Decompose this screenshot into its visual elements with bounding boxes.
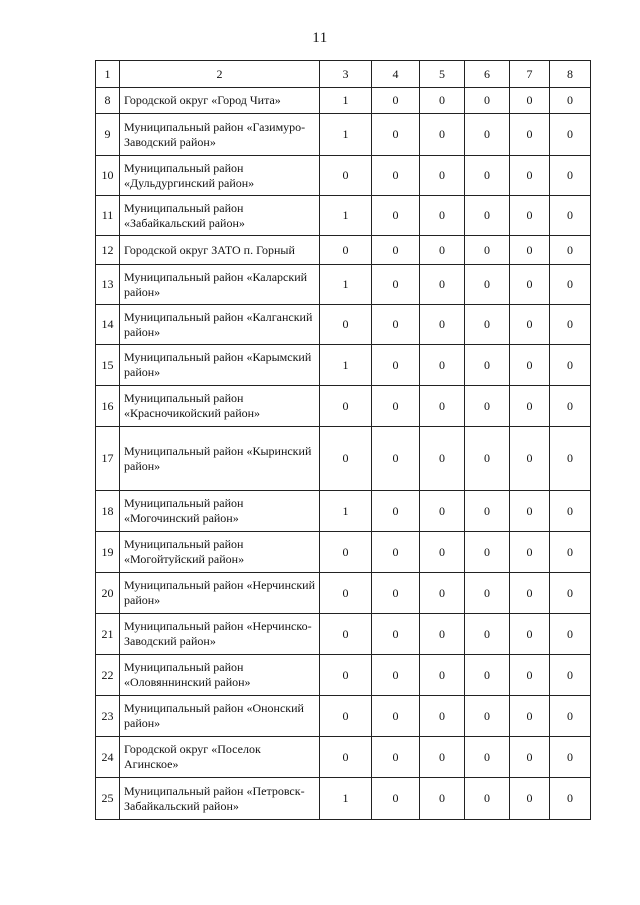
value-cell: 0 — [420, 614, 465, 655]
value-cell: 0 — [550, 156, 591, 196]
value-cell: 0 — [372, 655, 420, 696]
value-cell: 0 — [420, 696, 465, 737]
row-number: 8 — [96, 88, 120, 114]
value-cell: 0 — [372, 386, 420, 427]
value-cell: 0 — [420, 305, 465, 345]
value-cell: 0 — [550, 614, 591, 655]
table-row — [96, 345, 591, 386]
value-cell: 0 — [465, 696, 510, 737]
value-cell: 0 — [372, 614, 420, 655]
row-number: 13 — [96, 265, 120, 305]
value-cell: 0 — [550, 573, 591, 614]
value-cell: 0 — [550, 491, 591, 532]
value-cell: 0 — [550, 427, 591, 491]
row-number: 9 — [96, 114, 120, 156]
value-cell: 0 — [372, 573, 420, 614]
value-cell: 0 — [510, 88, 550, 114]
value-cell: 0 — [372, 532, 420, 573]
column-header: 5 — [420, 61, 465, 88]
value-cell: 0 — [420, 737, 465, 778]
row-number: 19 — [96, 532, 120, 573]
row-number: 25 — [96, 778, 120, 820]
municipality-name: Муниципальный район «Могочинский район» — [120, 491, 320, 532]
row-number: 17 — [96, 427, 120, 491]
column-header: 4 — [372, 61, 420, 88]
value-cell: 0 — [550, 532, 591, 573]
value-cell: 0 — [465, 427, 510, 491]
value-cell: 0 — [510, 236, 550, 265]
value-cell: 0 — [372, 345, 420, 386]
value-cell: 0 — [510, 614, 550, 655]
municipality-name: Муниципальный район «Дульдургинский район» — [120, 156, 320, 196]
value-cell: 0 — [550, 88, 591, 114]
value-cell: 0 — [465, 778, 510, 820]
data-table — [95, 60, 591, 820]
column-header: 8 — [550, 61, 591, 88]
municipality-name: Муниципальный район «Нерчинский район» — [120, 573, 320, 614]
value-cell: 0 — [420, 778, 465, 820]
value-cell: 0 — [372, 427, 420, 491]
value-cell: 1 — [320, 196, 372, 236]
value-cell: 0 — [465, 265, 510, 305]
table-row — [96, 532, 591, 573]
value-cell: 0 — [550, 196, 591, 236]
table-row — [96, 236, 591, 265]
value-cell: 1 — [320, 778, 372, 820]
row-number: 18 — [96, 491, 120, 532]
value-cell: 0 — [510, 778, 550, 820]
value-cell: 0 — [320, 532, 372, 573]
value-cell: 0 — [510, 696, 550, 737]
row-number: 21 — [96, 614, 120, 655]
value-cell: 0 — [550, 114, 591, 156]
municipality-name: Муниципальный район «Петровск-Забайкальский район» — [120, 778, 320, 820]
row-number: 12 — [96, 236, 120, 265]
value-cell: 0 — [372, 737, 420, 778]
value-cell: 0 — [510, 305, 550, 345]
column-header: 6 — [465, 61, 510, 88]
municipality-name: Муниципальный район «Красночикойский район» — [120, 386, 320, 427]
value-cell: 0 — [550, 696, 591, 737]
value-cell: 0 — [320, 614, 372, 655]
municipality-name: Муниципальный район «Кыринский район» — [120, 427, 320, 491]
value-cell: 0 — [465, 114, 510, 156]
value-cell: 0 — [320, 655, 372, 696]
value-cell: 0 — [510, 156, 550, 196]
value-cell: 0 — [550, 236, 591, 265]
value-cell: 0 — [320, 573, 372, 614]
value-cell: 0 — [420, 114, 465, 156]
municipality-name: Муниципальный район «Газимуро-Заводский район» — [120, 114, 320, 156]
value-cell: 1 — [320, 491, 372, 532]
value-cell: 0 — [420, 236, 465, 265]
value-cell: 0 — [320, 305, 372, 345]
value-cell: 0 — [465, 156, 510, 196]
municipality-name: Городской округ ЗАТО п. Горный — [120, 236, 320, 265]
value-cell: 0 — [510, 491, 550, 532]
value-cell: 0 — [550, 655, 591, 696]
table-row — [96, 737, 591, 778]
value-cell: 0 — [320, 427, 372, 491]
table-row — [96, 156, 591, 196]
value-cell: 0 — [465, 491, 510, 532]
value-cell: 0 — [550, 737, 591, 778]
value-cell: 0 — [320, 737, 372, 778]
value-cell: 0 — [550, 778, 591, 820]
value-cell: 0 — [465, 737, 510, 778]
value-cell: 0 — [465, 655, 510, 696]
value-cell: 0 — [420, 88, 465, 114]
column-header: 2 — [120, 61, 320, 88]
value-cell: 0 — [510, 386, 550, 427]
value-cell: 0 — [420, 427, 465, 491]
value-cell: 0 — [510, 265, 550, 305]
table-header-row — [96, 61, 591, 88]
value-cell: 0 — [550, 305, 591, 345]
value-cell: 0 — [320, 156, 372, 196]
value-cell: 0 — [465, 573, 510, 614]
value-cell: 0 — [372, 305, 420, 345]
table-row — [96, 305, 591, 345]
value-cell: 0 — [465, 88, 510, 114]
row-number: 24 — [96, 737, 120, 778]
column-header: 1 — [96, 61, 120, 88]
row-number: 10 — [96, 156, 120, 196]
value-cell: 1 — [320, 345, 372, 386]
municipality-name: Муниципальный район «Каларский район» — [120, 265, 320, 305]
row-number: 11 — [96, 196, 120, 236]
row-number: 23 — [96, 696, 120, 737]
value-cell: 1 — [320, 114, 372, 156]
row-number: 16 — [96, 386, 120, 427]
value-cell: 0 — [510, 737, 550, 778]
municipality-name: Муниципальный район «Могойтуйский район» — [120, 532, 320, 573]
column-header: 7 — [510, 61, 550, 88]
value-cell: 0 — [372, 491, 420, 532]
row-number: 22 — [96, 655, 120, 696]
value-cell: 0 — [465, 236, 510, 265]
value-cell: 0 — [372, 236, 420, 265]
value-cell: 0 — [510, 345, 550, 386]
table-row — [96, 573, 591, 614]
value-cell: 0 — [510, 532, 550, 573]
value-cell: 0 — [420, 532, 465, 573]
value-cell: 0 — [550, 265, 591, 305]
table-row — [96, 265, 591, 305]
municipality-name: Городской округ «Город Чита» — [120, 88, 320, 114]
value-cell: 0 — [420, 345, 465, 386]
municipality-name: Муниципальный район «Ононский район» — [120, 696, 320, 737]
value-cell: 0 — [465, 305, 510, 345]
column-header: 3 — [320, 61, 372, 88]
value-cell: 0 — [372, 265, 420, 305]
value-cell: 0 — [320, 236, 372, 265]
table-row — [96, 88, 591, 114]
value-cell: 0 — [372, 696, 420, 737]
row-number: 20 — [96, 573, 120, 614]
table-row — [96, 491, 591, 532]
table-row — [96, 655, 591, 696]
value-cell: 0 — [510, 655, 550, 696]
value-cell: 0 — [320, 386, 372, 427]
table-row — [96, 778, 591, 820]
municipality-name: Муниципальный район «Забайкальский район» — [120, 196, 320, 236]
value-cell: 0 — [465, 196, 510, 236]
municipality-name: Муниципальный район «Карымский район» — [120, 345, 320, 386]
value-cell: 0 — [372, 114, 420, 156]
table-row — [96, 114, 591, 156]
value-cell: 0 — [465, 614, 510, 655]
value-cell: 0 — [550, 345, 591, 386]
value-cell: 1 — [320, 265, 372, 305]
table-row — [96, 696, 591, 737]
table-row — [96, 196, 591, 236]
value-cell: 0 — [465, 532, 510, 573]
municipality-name: Муниципальный район «Калганский район» — [120, 305, 320, 345]
table-row — [96, 386, 591, 427]
value-cell: 1 — [320, 88, 372, 114]
value-cell: 0 — [550, 386, 591, 427]
table-body — [96, 88, 591, 820]
value-cell: 0 — [510, 196, 550, 236]
value-cell: 0 — [420, 196, 465, 236]
value-cell: 0 — [372, 88, 420, 114]
value-cell: 0 — [420, 655, 465, 696]
value-cell: 0 — [372, 156, 420, 196]
value-cell: 0 — [510, 427, 550, 491]
value-cell: 0 — [510, 114, 550, 156]
value-cell: 0 — [465, 386, 510, 427]
value-cell: 0 — [465, 345, 510, 386]
value-cell: 0 — [420, 386, 465, 427]
row-number: 15 — [96, 345, 120, 386]
row-number: 14 — [96, 305, 120, 345]
table-row — [96, 427, 591, 491]
value-cell: 0 — [420, 156, 465, 196]
municipality-name: Городской округ «Поселок Агинское» — [120, 737, 320, 778]
value-cell: 0 — [372, 778, 420, 820]
municipality-name: Муниципальный район «Оловяннинский район» — [120, 655, 320, 696]
value-cell: 0 — [372, 196, 420, 236]
value-cell: 0 — [420, 573, 465, 614]
value-cell: 0 — [420, 265, 465, 305]
page-number: 11 — [312, 30, 328, 46]
value-cell: 0 — [510, 573, 550, 614]
value-cell: 0 — [320, 696, 372, 737]
table-row — [96, 614, 591, 655]
municipality-name: Муниципальный район «Нерчинско-Заводский район» — [120, 614, 320, 655]
value-cell: 0 — [420, 491, 465, 532]
